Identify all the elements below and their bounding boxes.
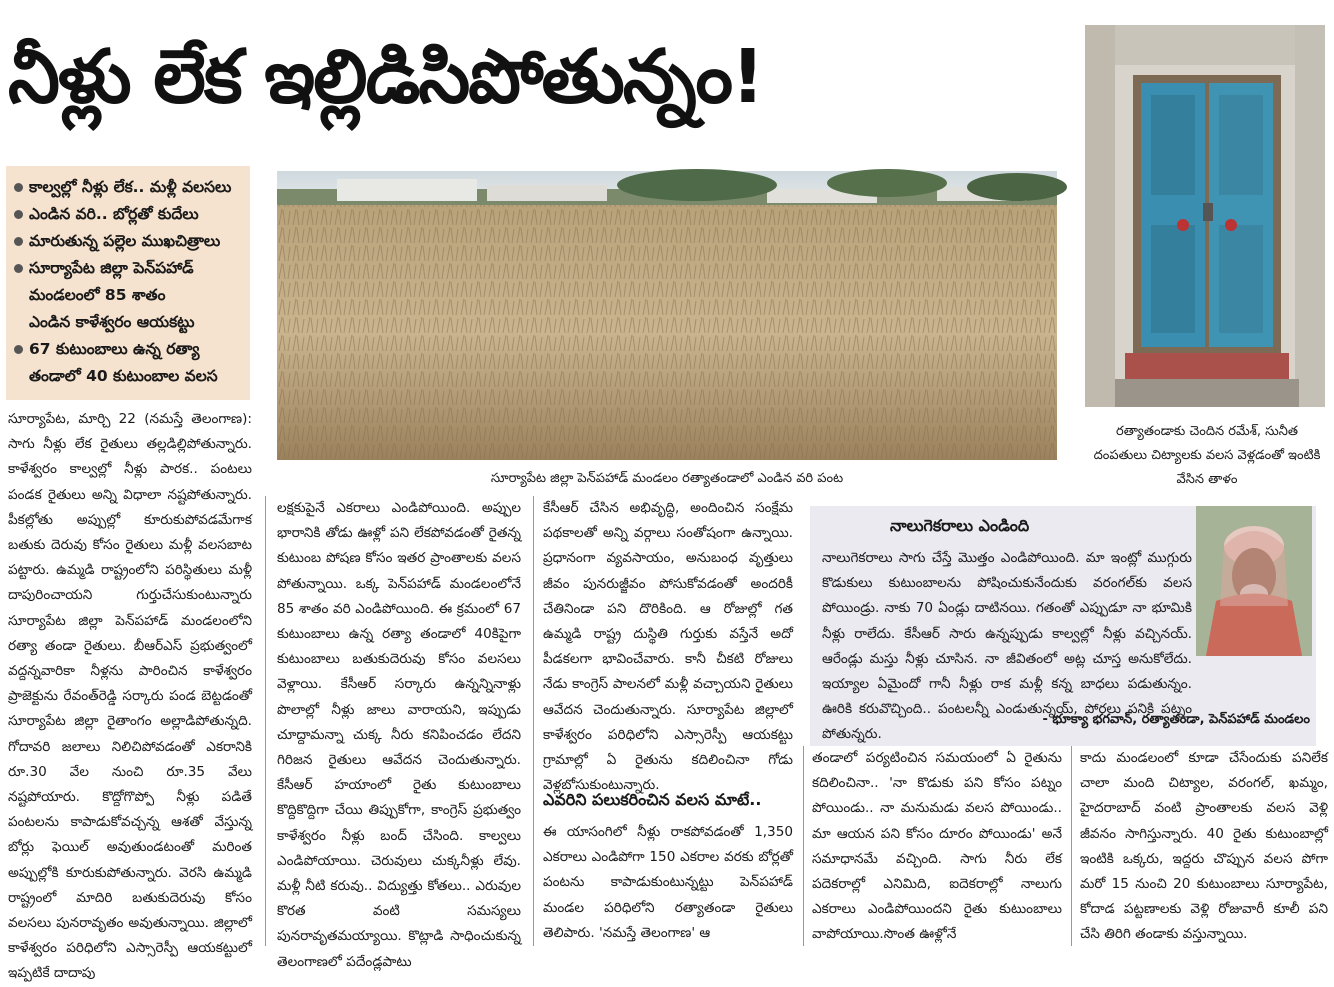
highlight-item: కాల్వల్లో నీళ్లు లేక.. మళ్లీ వలసలు [12,174,244,201]
article-column-5: కాదు మండలంలో కూడా చేసేందుకు పనిలేక చాలా మంది చిట్యాల, వరంగల్, ఖమ్మం, హైదరాబాద్ వంటి ప్రాంతాలకు వలస వెళ్లి జీవనం సాగిస్తున్నారు. 40 రైతు కుటుంబాల్లో ఇంటికి ఒక్కరు, ఇద్దరు చొప్పున వలస పోగా మరో 15 నుంచి 20 కుటుంబాలు సూర్యాపేట, కోదాడ పట్టణాలకు వెళ్లి రోజువారీ కూలీ పని చేసి తిరిగి తండాకు వస్తున్నాయి. [1080,750,1328,943]
article-column-3b: ఈ యాసంగిలో నీళ్లు రాకపోవడంతో 1,350 ఎకరాలు ఎండిపోగా 150 ఎకరాల వరకు బోర్లతో పంటను కాపాడుకుంటున్నట్టు పెన్‌పహాడ్ మండల పరిధిలోని రత్యాతండా రైతులు తెలిపారు. 'నమస్తే తెలంగాణ' ఆ [543,824,793,941]
column-3-subheading: ఎవరిని పలుకరించిన వలస మాటే.. [543,790,762,809]
column-divider [803,746,804,946]
door-photo-caption: రత్యాతండాకు చెందిన రమేశ్, సునీత దంపతులు చిట్యాలకు వలస వెళ్లడంతో ఇంటికి వేసిన తాళం [1093,424,1321,487]
door-photo-illustration [1085,25,1325,407]
bullet-icon [14,264,23,273]
quote-box-body: నాలుగెకరాలు సాగు చేస్తే మొత్తం ఎండిపోయింది. మా ఇంట్లో ముగ్గురు కొడుకులు కుటుంబాలను పోషించుకునేందుకు వరంగల్‌కు వలస పోయిండ్రు. నాకు 70 ఏండ్లు దాటినయి. గతంతో ఎప్పుడూ నా భూమికి నీళ్లు రాలేదు. కేసీఆర్ సారు ఉన్నప్పుడు కాల్వల్లో నీళ్లు వచ్చినయ్. ఆరేండ్లు మస్తు నీళ్లు చూసిన. నా జీవితంలో అట్ల చూస్త అనుకోలేదు. ఇయ్యాల ఏమైందో గానీ నీళ్లు రాక మళ్లీ కన్న బాధలు పడుతున్నం. ఊరికి కరువొచ్చింది.. పంటలన్నీ ఎండుతున్నయ్, పోరలు పనికి పట్నం పోతున్నరు. [822,550,1192,743]
farmer-quote-box [810,506,1316,746]
highlight-item: సూర్యాపేట జిల్లా పెన్‌పహాడ్ మండలంలో 85 శాతం ఎండిన కాళేశ్వరం ఆయకట్టు [12,255,244,336]
column-divider [265,496,266,946]
quote-attribution: - భూక్యా భగవాన్, రత్యాతండా, పెన్‌పహాడ్ మండలం [1042,712,1310,727]
bullet-icon [14,345,23,354]
bullet-icon [14,183,23,192]
highlights-box [6,166,250,400]
bullet-icon [14,210,23,219]
headline: నీళ్లు లేక ఇల్లిడిసిపోతున్నం! [8,34,763,120]
highlight-item: మారుతున్న పల్లెల ముఖచిత్రాలు [12,228,244,255]
highlight-item: 67 కుటుంబాలు ఉన్న రత్యా తండాలో 40 కుటుంబాల వలస [12,336,244,390]
article-column-3a: కేసీఆర్ చేసిన అభివృద్ధి, అందించిన సంక్షేమ పథకాలతో అన్ని వర్గాలు సంతోషంగా ఉన్నాయి. ప్రధానంగా వ్యవసాయం, అనుబంధ వృత్తులు జీవం పునరుజ్జీవం పోసుకోవడంతో అందరికీ చేతినిండా పని దొరికింది. ఆ రోజుల్లో గత ఉమ్మడి రాష్ట్ర దుస్థితి గుర్తుకు వస్తేనే అదో పీడకలగా భావించేవారు. కానీ చీకటి రోజులు నేడు కాంగ్రెస్ పాలనలో మళ్లీ వచ్చాయని రైతులు ఆవేదన చెందుతున్నారు. సూర్యాపేట జిల్లాలో కాళేశ్వరం పరిధిలోని ఎస్సారెస్పీ ఆయకట్టు గ్రామాల్లో ఏ రైతును కదిలించినా గోడు వెళ్లబోసుకుంటున్నారు. [543,500,793,794]
dry-paddy-field-photo [277,171,1057,460]
locked-door-photo [1085,25,1325,407]
article-column-4: తండాలో పర్యటించిన సమయంలో ఏ రైతును కదిలించినా.. 'నా కొడుకు పని కోసం పట్నం పోయిండు.. నా మనుమడు వలస పోయిండు.. మా ఆయన పని కోసం దూరం పోయిండు' అనే సమాధానమే వచ్చింది. సాగు నీరు లేక పదెకరాల్లో ఎనిమిది, ఐదెకరాల్లో నాలుగు ఎకరాలు ఎండిపోయిందని రైతు కుటుంబాలు వాపోయాయి.సొంత ఊళ్లోనే [812,750,1062,943]
column-divider [1071,746,1072,946]
field-photo-illustration [277,171,1057,460]
article-column-2: లక్షకుపైనే ఎకరాలు ఎండిపోయింది. అప్పుల భారానికి తోడు ఊళ్లో పని లేకపోవడంతో రైతన్న కుటుంబ పోషణ కోసం ఇతర ప్రాంతాలకు వలస పోతున్నాయి. ఒక్క పెన్‌పహాడ్ మండలంలోనే 85 శాతం వరి ఎండిపోయింది. ఈ క్రమంలో 67 కుటుంబాలు ఉన్న రత్యా తండాలో 40కిపైగా కుటుంబాలు బతుకుదెరువు కోసం వలసలు వెళ్లాయి. కేసీఆర్ సర్కారు ఉన్నన్నినాళ్లు పొలాల్లో నీళ్లు జాలు వారాయని, ఇప్పుడు చూద్దామన్నా చుక్క నీరు కనిపించడం లేదని గిరిజన రైతులు ఆవేదన చెందుతున్నారు. కేసీఆర్ హయాంలో రైతు కుటుంబాలు కొద్దికొద్దిగా చేయి తిప్పుకోగా, కాంగ్రెస్ ప్రభుత్వం కాళేశ్వరం నీళ్లు బంద్ చేసింది. కాల్వలు ఎండిపోయాయి. చెరువులు చుక్కనీళ్లు లేవు. మళ్లీ నీటి కరువు.. విద్యుత్తు కోతలు.. ఎరువుల కొరత వంటి సమస్యలు పునరావృతమయ్యాయి. కొట్లాడి సాధించుకున్న తెలంగాణలో పదేండ్లపాటు [277,500,521,970]
bullet-icon [14,237,23,246]
article-column-1: సూర్యాపేట, మార్చి 22 (నమస్తే తెలంగాణ): సాగు నీళ్లు లేక రైతులు తల్లడిల్లిపోతున్నారు. కాళేశ్వరం కాల్వల్లో నీళ్లు పారక.. పంటలు పండక రైతులు అన్ని విధాలా నష్టపోతున్నారు. పీకల్లోతు అప్పుల్లో కూరుకుపోవడమేగాక బతుకు దెరువు కోసం రైతులు మళ్లీ వలసబాట పట్టారు. ఉమ్మడి రాష్ట్రంలోని పరిస్థితులు మళ్లీ దాపురించాయని గుర్తుచేసుకుంటున్నారు సూర్యాపేట జిల్లా పెన్‌పహాడ్ మండలంలోని రత్యా తండా రైతులు. బీఆర్‌ఎస్ ప్రభుత్వంలో వద్దన్నవారికా నీళ్లను పారించిన కాళేశ్వరం ప్రాజెక్టును రేవంత్‌రెడ్డి సర్కారు పండ బెట్టడంతో సూర్యాపేట జిల్లా రైతాంగం అల్లాడిపోతున్నది. గోదావరి జలాలు నిలిచిపోవడంతో ఎకరానికి రూ.30 వేల నుంచి రూ.35 వేలు నష్టపోయారు. కొద్దోగొప్పో నీళ్లు పడితే పంటలను కాపాడుకోవచ్చన్న ఆశతో వేస్తున్న బోర్లు ఫెయిల్ అవుతుండటంతో మరింత అప్పుల్లోకి కూరుకుపోతున్నారు. వెరసి ఉమ్మడి రాష్ట్రంలో మాదిరి బతుకుదెరువు కోసం వలసలు పునరావృతం అవుతున్నాయి. జిల్లాలో కాళేశ్వరం పరిధిలోని ఎస్సారెస్పీ ఆయకట్టులో ఇప్పటికే దాదాపు [8,411,252,982]
column-divider [533,496,534,946]
field-photo-caption: సూర్యాపేట జిల్లా పెన్‌పహాడ్ మండలం రత్యాతండాలో ఎండిన వరి పంట [490,471,844,486]
farmer-portrait-illustration [1196,506,1312,656]
highlight-item: ఎండిన వరి.. బోర్లతో కుదేలు [12,201,244,228]
quote-box-title: నాలుగెకరాలు ఎండింది [890,516,1030,535]
farmer-portrait-photo [1196,506,1312,656]
